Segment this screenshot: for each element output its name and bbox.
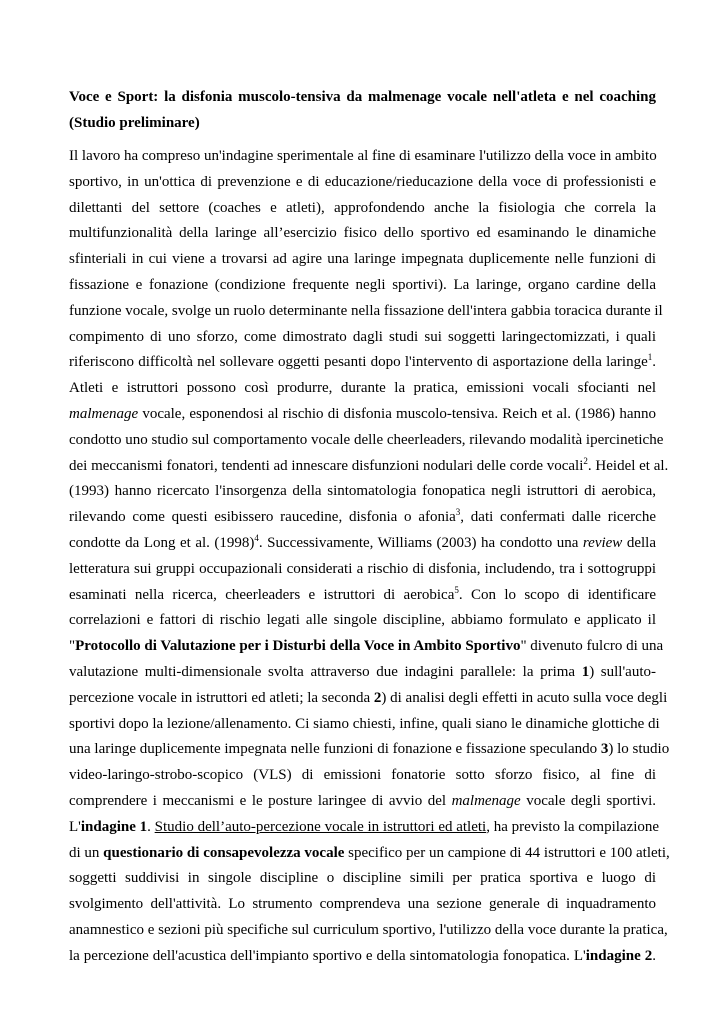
text-line: Il lavoro ha compreso un'indagine sperimentale al fine di esaminare l'utilizzo della voce in ambito [69,148,657,164]
underlined-heading: Studio dell’auto-percezione vocale in istruttori ed atleti [154,818,487,835]
italic-term: review [582,534,623,551]
text-line: fissazione e fonazione (condizione frequente negli sportivi). La laringe, organo cardine della [69,276,656,293]
text-span: specifico per un campione di 44 istruttori e 100 atleti, [344,844,670,861]
text-line [69,660,656,686]
bold-number: 2 [373,689,382,706]
text-span: una laringe duplicemente impegnata nelle funzioni di fonazione e fissazione speculando [69,741,601,758]
text-line [69,737,670,763]
text-line: soggetti suddivisi in singole discipline o discipline simili per pratica sportiva e luogo di [69,870,656,887]
text-line: letteratura sui gruppi occupazionali considerati a rischio di disfonia, includendo, tra i sottogruppi [69,560,656,577]
text-line: video-laringo-strobo-scopico (VLS) di emissioni fonatorie sotto sforzo fisico, al fine di [69,767,656,784]
text-span: condotte da Long et al. (1998) [69,534,255,551]
text-line [69,634,664,660]
footnote-ref: 1 [647,352,653,363]
text-line: sfinteriali in cui viene a trovarsi ad agire una laringe impegnata duplicemente nelle funzioni di [69,251,656,268]
text-span: percezione vocale in istruttori ed atleti; la seconda [69,689,374,706]
text-line: anamnestico e sezioni più specifiche sul curriculum sportivo, l'utilizzo della voce durante la pratica, [69,921,668,938]
text-line [69,789,656,815]
text-line: sportivo, in un'ottica di prevenzione e di educazione/rieducazione della voce di professionisti e [69,173,656,190]
text-span: " [69,638,76,655]
body-paragraph [69,144,670,970]
text-span: L' [69,818,81,835]
text-span: ) di analisi degli effetti in acuto sulla voce degli [381,689,668,706]
text-span: . [652,354,656,371]
document-title [69,84,656,136]
text-line [69,686,668,712]
italic-term: malmenage [69,405,139,422]
italic-term: malmenage [451,792,521,809]
text-span: ) sull'auto- [589,663,656,680]
text-span: . Successivamente, Williams (2003) ha condotto una [258,534,583,551]
text-span: . [147,818,155,835]
footnote-ref: 3 [455,507,461,518]
text-span: vocale degli sportivi. [520,792,656,809]
bold-protocol-name: Protocollo di Valutazione per i Disturbi della Voce in Ambito Sportivo [75,638,521,655]
bold-section-ref: indagine 2 [585,947,653,964]
bold-number: 1 [581,663,590,680]
text-span: riferiscono difficoltà nel sollevare oggetti pesanti dopo l'intervento di asportazione della laringe [69,354,648,371]
text-line: svolgimento dell'attività. Lo strumento comprendeva una sezione generale di inquadramento [69,896,656,913]
text-line [69,350,656,376]
text-span: della [622,534,656,551]
text-line: Atleti e istruttori possono così produrre, durante la pratica, emissioni vocali sfocianti nel [69,380,656,397]
text-span: , ha previsto la compilazione [486,818,660,835]
text-line: compimento di uno sforzo, come dimostrato dagli studi sui soggetti laringectomizzati, i quali [69,328,656,345]
text-span: . Con lo scopo di identificare [458,586,656,603]
text-span: . [652,947,656,964]
text-span: ) lo studio [608,741,670,758]
text-line [69,583,656,609]
text-line [69,531,656,557]
footnote-ref: 4 [254,532,259,543]
text-span: esaminati nella ricerca, cheerleaders e istruttori di aerobica [69,586,455,603]
text-line [69,454,669,480]
text-span: dei meccanismi fonatori, tendenti ad innescare disfunzioni nodulari delle corde vocali [69,457,584,474]
title-line: Voce e Sport: la disfonia muscolo-tensiva da malmenage vocale nell'atleta e nel coaching [69,89,656,105]
text-line [69,815,660,841]
text-line [69,944,656,970]
footnote-ref: 5 [454,584,459,595]
text-line: funzione vocale, svolge un ruolo determinante nella fissazione dell'intera gabbia toracica durante il [69,302,663,319]
text-line [69,505,656,531]
text-span: " divenuto fulcro di una [520,638,664,655]
footnote-ref: 2 [583,455,588,466]
text-line: condotto uno studio sul comportamento vocale delle cheerleaders, rilevando modalità ipercinetiche [69,431,664,448]
text-span: comprendere i meccanismi e le posture laringee di avvio del [69,792,452,809]
text-span: , dati confermati dalle ricerche [460,509,656,526]
bold-number: 3 [600,741,609,758]
text-span: la percezione dell'acustica dell'impianto sportivo e della sintomatologia fonopatica. L' [69,947,586,964]
text-line: dilettanti del settore (coaches e atleti), approfondendo anche la fisiologia che correla la [69,199,656,216]
text-span: rilevando come questi esibissero raucedine, disfonia o afonia [69,509,456,526]
text-span: vocale, esponendosi al rischio di disfonia muscolo-tensiva. Reich et al. (1986) hanno [138,405,656,422]
title-subtitle: (Studio preliminare) [69,115,200,131]
text-line: sportivi dopo la lezione/allenamento. Ci siamo chiesti, infine, quali siano le dinamiche glottiche di [69,715,660,732]
text-line [69,402,656,428]
bold-section-ref: indagine 1 [80,818,148,835]
text-span: . Heidel et al. [587,457,669,474]
text-line [69,841,670,867]
text-span: valutazione multi-dimensionale svolta attraverso due indagini parallele: la prima [69,663,582,680]
bold-term: questionario di consapevolezza vocale [103,844,345,861]
text-line: correlazioni e fattori di rischio legati alle singole discipline, abbiamo formulato e applicato il [69,612,656,629]
text-line: (1993) hanno ricercato l'insorgenza della sintomatologia fonopatica negli istruttori di aerobica, [69,483,656,500]
text-line: multifunzionalità della laringe all’esercizio fisico dello sportivo ed esaminando le dinamiche [69,225,656,242]
text-span: di un [69,844,104,861]
